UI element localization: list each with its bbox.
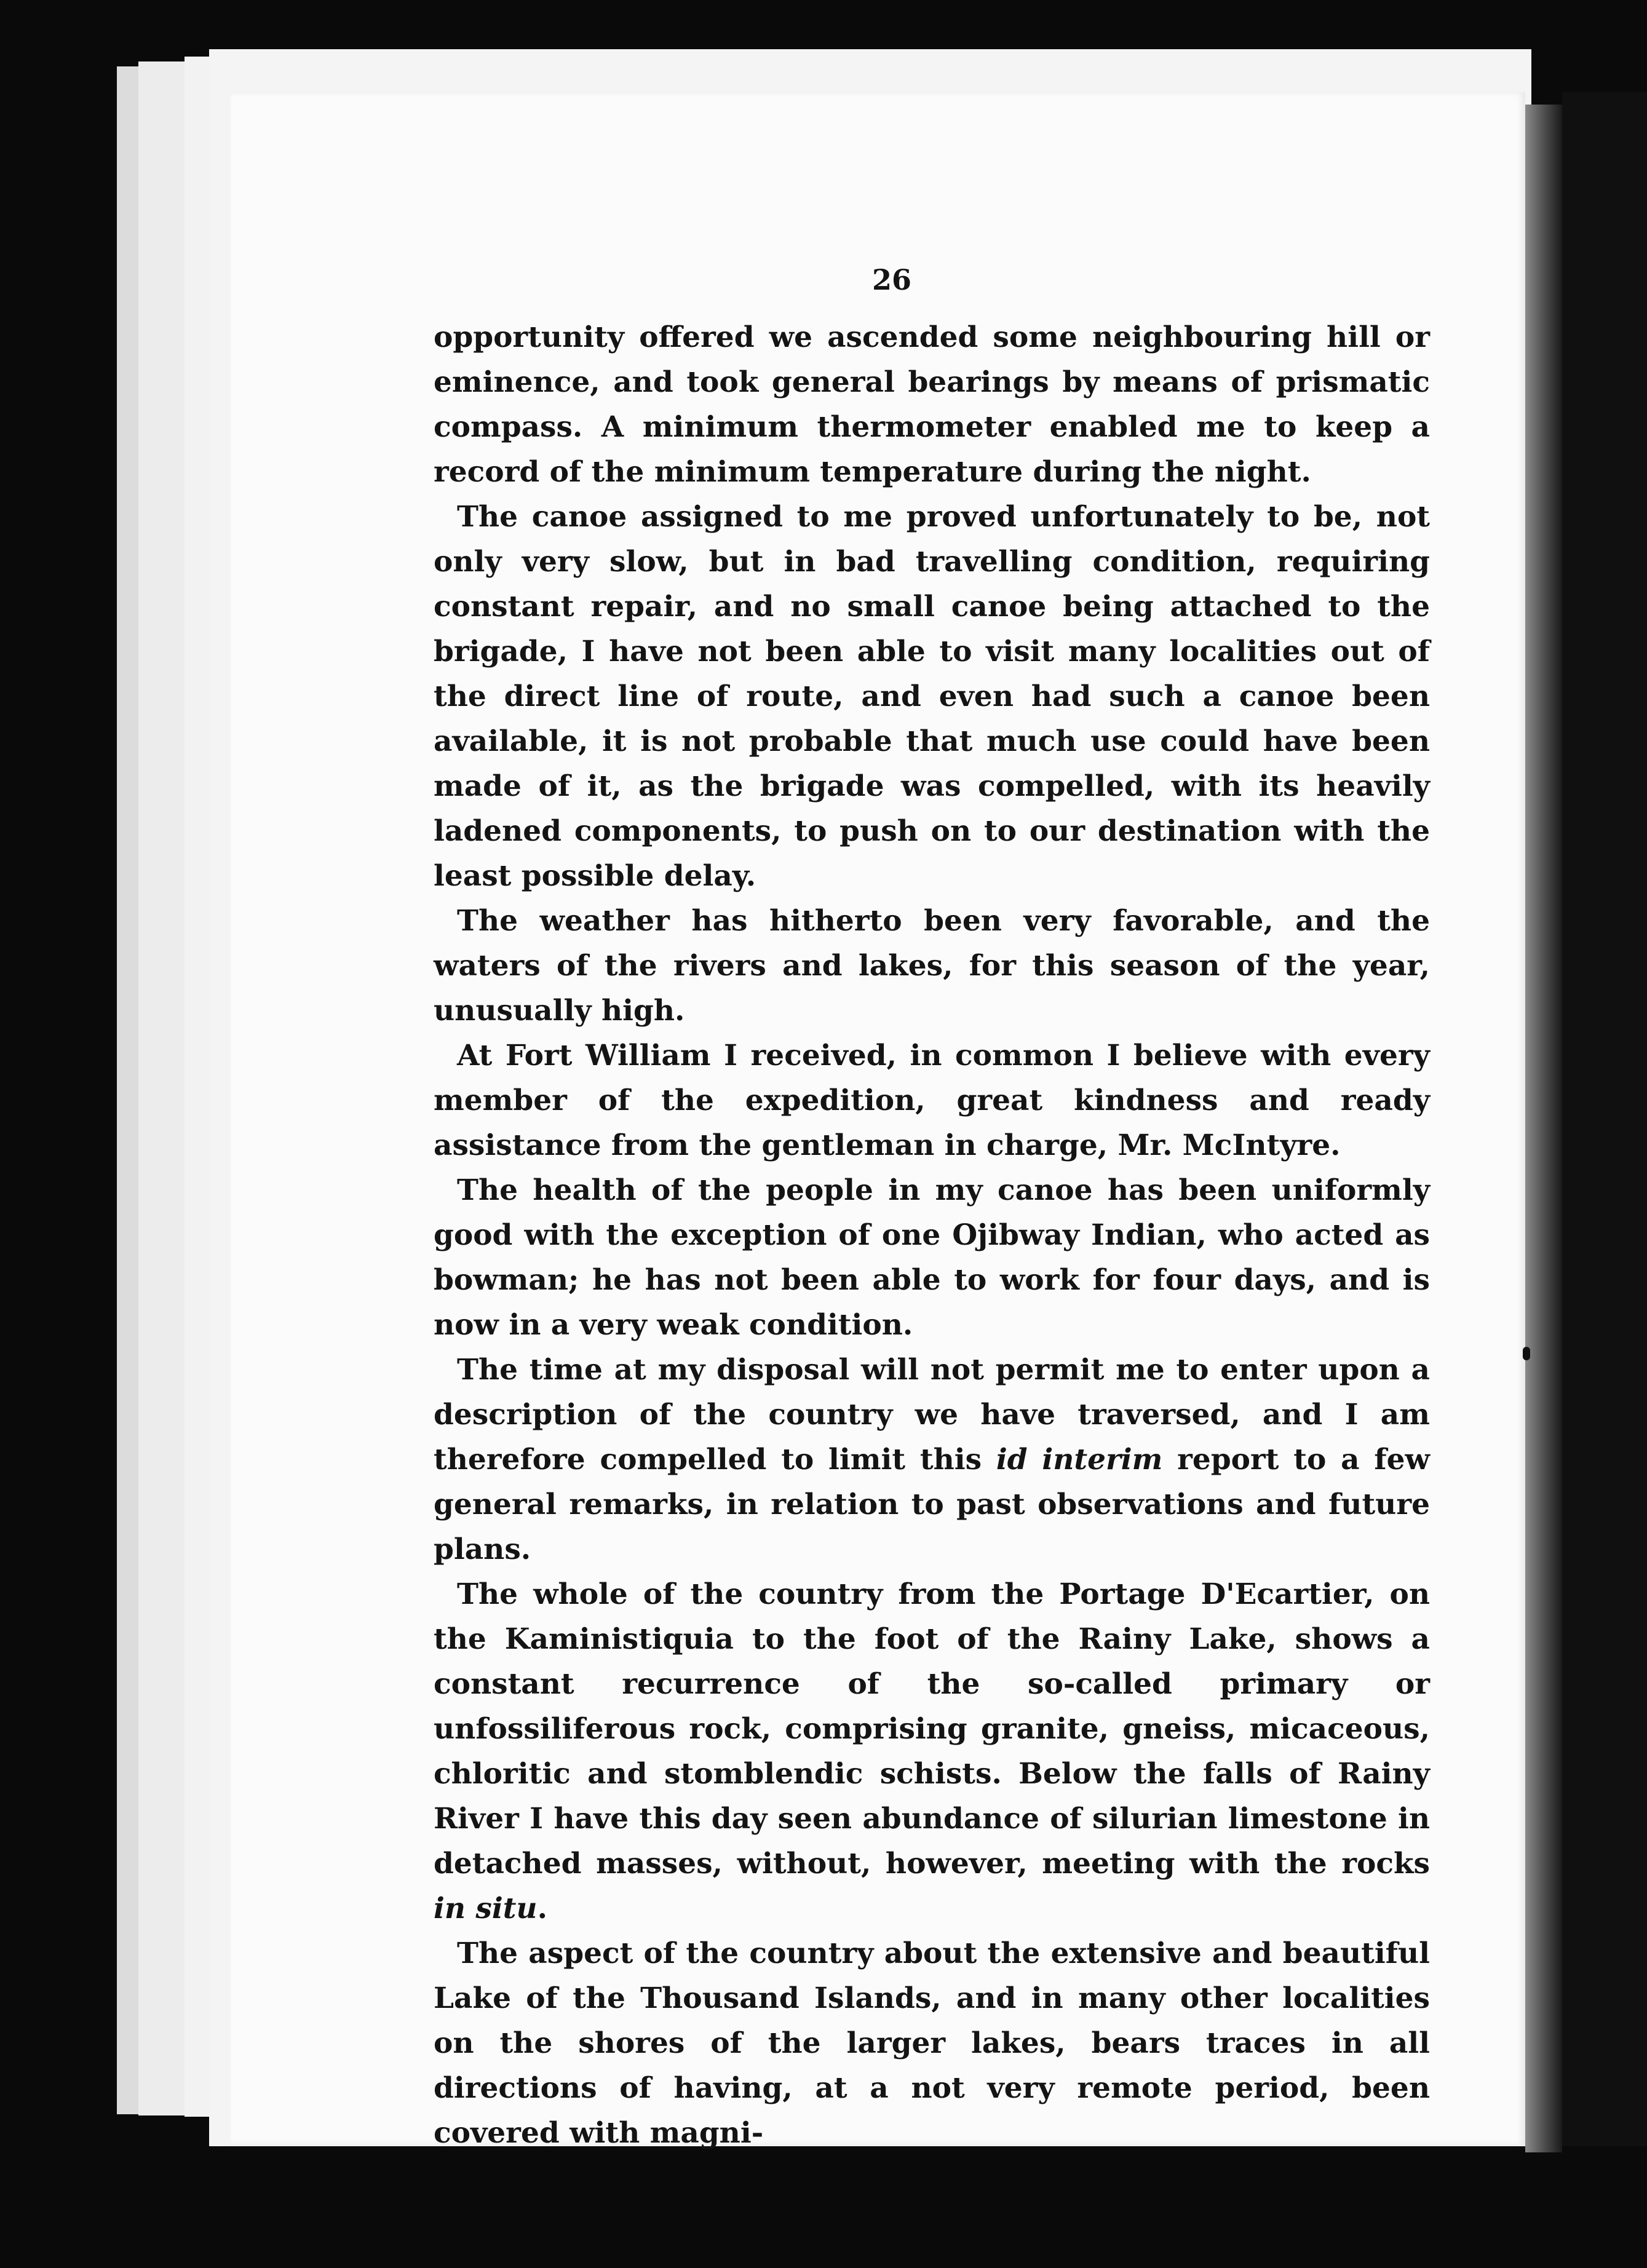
paragraph-canoe: The canoe assigned to me proved unfortunately to be, not only very slow, but in bad travelling condition, requiring constant repair, and no small canoe being attached to the brigade, I have not been able to visit many localities out of the direct line of route, and even had such a canoe been available, it is not probable that much use could have been made of it, as the brigade was compelled, with its heavily ladened components, to push on to our destination with the least possible delay. (434, 500, 1430, 893)
paragraph-continuation: opportunity offered we ascended some neighbouring hill or eminence, and took general bearings by means of prismatic compass. A minimum thermometer enabled me to keep a record of the minimum temperature during the night. (434, 320, 1430, 489)
body-text (434, 315, 1430, 2155)
paragraph-aspect: The aspect of the country about the extensive and beautiful Lake of the Thousand Islands, and in many other localities on the shores of the larger lakes, bears traces in all directions of having, at a not very remote period, been covered with magni- (434, 1937, 1430, 2150)
paragraph-rocks (434, 1572, 1430, 1931)
paragraph-text: . (537, 1892, 547, 1925)
paragraph-text: The time at my disposal will not permit me to enter upon a description of the country we have traversed, and I am therefore compelled to limit this (434, 1353, 1430, 1477)
paragraph-text: The whole of the country from the Portage D'Ecartier, on the Kaministiquia to the foot of the Rainy Lake, shows a constant recurrence of the so-called primary or unfossiliferous rock, comprising granite, gneiss, micaceous, chloritic and stomblendic schists. Below the falls of Rainy River I have this day seen abundance of silurian limestone in detached masses, without, however, meeting with the rocks (434, 1577, 1430, 1881)
background-margin (1562, 92, 1647, 2146)
page-number: 26 (871, 263, 911, 296)
margin-mark (1523, 1347, 1530, 1360)
italic-phrase: in situ (434, 1892, 538, 1925)
italic-phrase: id interim (996, 1443, 1163, 1477)
paragraph-text: report to a few general remarks, in relation to past observations and future plans. (434, 1443, 1430, 1566)
paragraph-weather: The weather has hitherto been very favorable, and the waters of the rivers and lakes, for this season of the year, unusually high. (434, 904, 1430, 1028)
paragraph-fort-william: At Fort William I received, in common I believe with every member of the expedition, great kindness and ready assistance from the gentleman in charge, Mr. McIntyre. (434, 1039, 1430, 1162)
paragraph-time (434, 1347, 1430, 1572)
paragraph-health: The health of the people in my canoe has been uniformly good with the exception of one Ojibway Indian, who acted as bowman; he has not been able to work for four days, and is now in a very weak condition. (434, 1173, 1430, 1342)
book-spine-shadow (1525, 105, 1562, 2152)
